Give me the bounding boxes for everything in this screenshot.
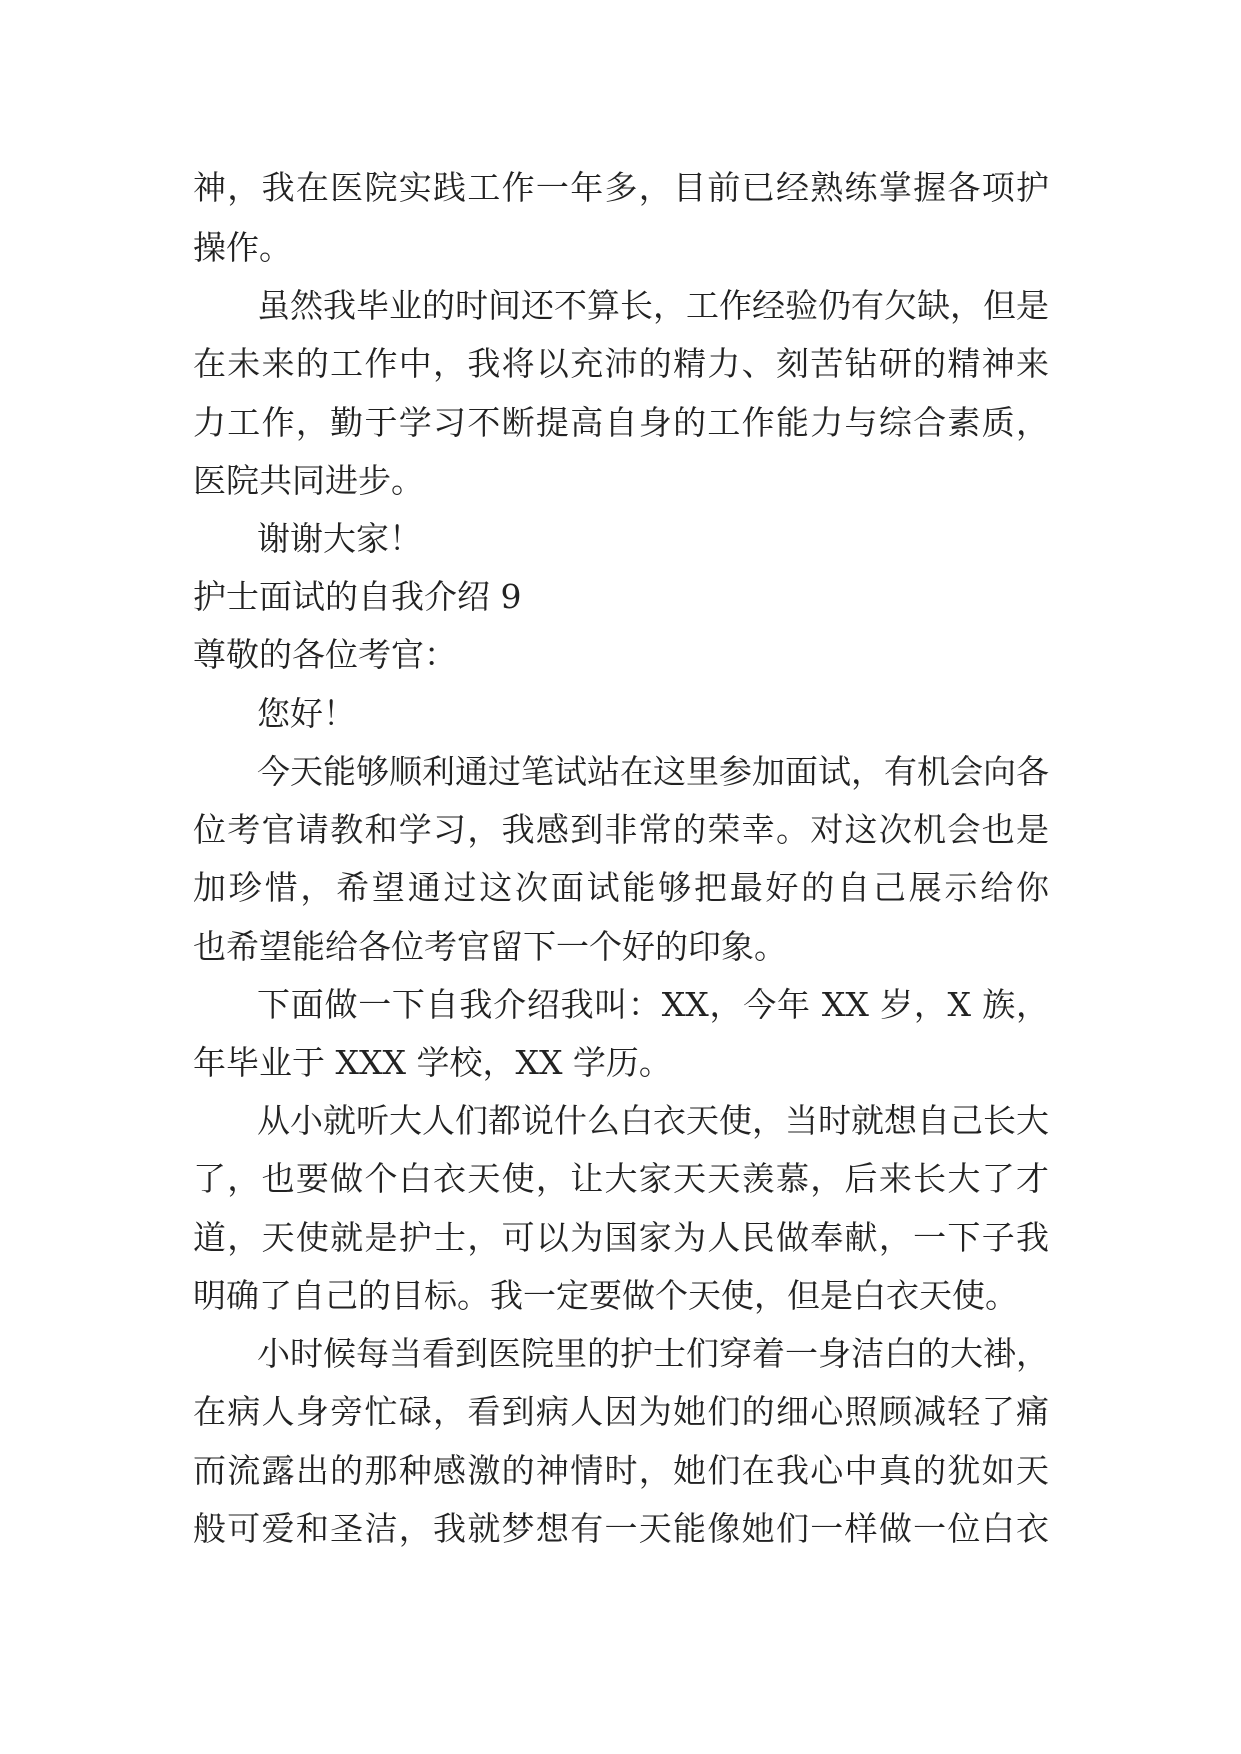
text-line: 您好！ <box>257 694 356 733</box>
text-line: 谢谢大家！ <box>257 519 422 558</box>
text-line: 道，天使就是护士，可以为国家为人民做奉献，一下子我 <box>193 1218 1049 1257</box>
text-line: 从小就听大人们都说什么白衣天使，当时就想自己长大 <box>257 1101 1049 1140</box>
text-line: 加珍惜，希望通过这次面试能够把最好的自己展示给你 <box>193 868 1049 907</box>
section-heading: 护士面试的自我介绍 9 <box>193 577 522 616</box>
text-line: 力工作，勤于学习不断提高自身的工作能力与综合素质， <box>193 403 1049 442</box>
text-line: 小时候每当看到医院里的护士们穿着一身洁白的大褂， <box>257 1334 1049 1373</box>
text-line: 也希望能给各位考官留下一个好的印象。 <box>193 927 787 966</box>
text-line: 今天能够顺利通过笔试站在这里参加面试，有机会向各 <box>257 752 1049 791</box>
text-line: 下面做一下自我介绍我叫：XX，今年 XX 岁，X 族， <box>257 985 1049 1024</box>
text-line: 虽然我毕业的时间还不算长，工作经验仍有欠缺，但是 <box>257 286 1049 325</box>
text-line: 而流露出的那种感激的神情时，她们在我心中真的犹如天 <box>193 1451 1049 1490</box>
text-line: 位考官请教和学习，我感到非常的荣幸。对这次机会也是 <box>193 810 1049 849</box>
text-line: 神，我在医院实践工作一年多，目前已经熟练掌握各项护 <box>193 168 1049 207</box>
salutation: 尊敬的各位考官： <box>193 635 457 674</box>
text-line: 操作。 <box>193 228 292 267</box>
text-line: 在未来的工作中，我将以充沛的精力、刻苦钻研的精神来 <box>193 344 1049 383</box>
text-line: 医院共同进步。 <box>193 461 424 500</box>
text-line: 在病人身旁忙碌，看到病人因为她们的细心照顾减轻了痛 <box>193 1392 1049 1431</box>
text-line: 明确了自己的目标。我一定要做个天使，但是白衣天使。 <box>193 1276 1018 1315</box>
text-line: 般可爱和圣洁，我就梦想有一天能像她们一样做一位白衣 <box>193 1509 1049 1548</box>
text-line: 了，也要做个白衣天使，让大家天天羡慕，后来长大了才 <box>193 1159 1049 1198</box>
text-line: 年毕业于 XXX 学校，XX 学历。 <box>193 1043 672 1082</box>
